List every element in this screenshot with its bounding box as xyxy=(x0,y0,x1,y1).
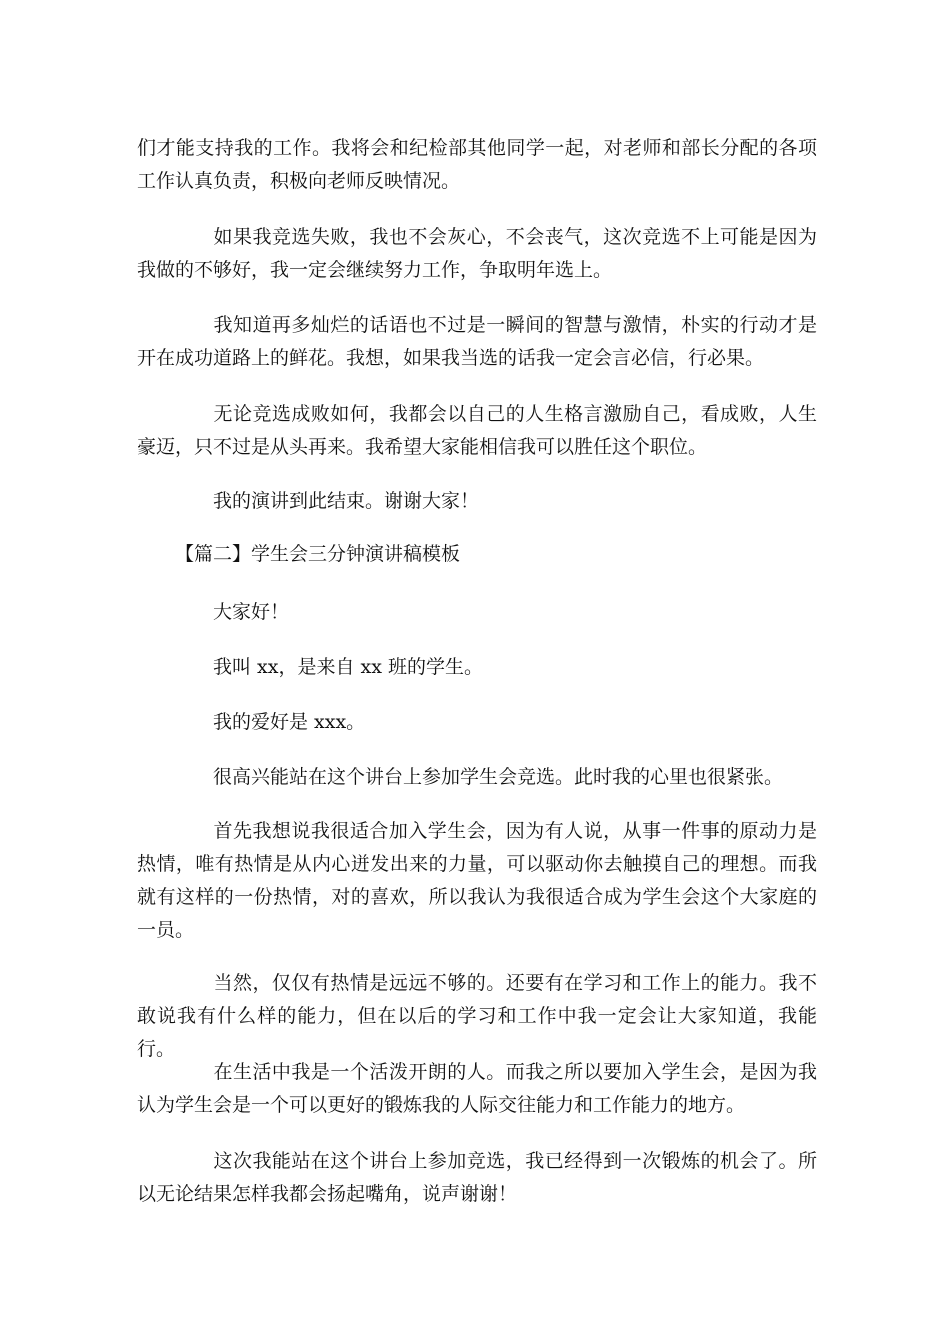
section-paragraph-8 xyxy=(137,1145,817,1211)
paragraph-text: 很高兴能站在这个讲台上参加学生会竞选。此时我的心里也很紧张。 xyxy=(213,766,784,788)
section-paragraph-3 xyxy=(137,706,817,739)
paragraph-text: 我知道再多灿烂的话语也不过是一瞬间的智慧与激情，朴实的行动才是开在成功道路上的鲜花。我想，如果我当选的话我一定会言必信，行必果。 xyxy=(137,314,817,369)
paragraph-text: 这次我能站在这个讲台上参加竞选，我已经得到一次锻炼的机会了。所以无论结果怎样我都会扬起嘴角，说声谢谢！ xyxy=(137,1150,817,1205)
paragraph-text: 们才能支持我的工作。我将会和纪检部其他同学一起，对老师和部长分配的各项工作认真负责，积极向老师反映情况。 xyxy=(137,137,817,192)
paragraph-text: 如果我竞选失败，我也不会灰心，不会丧气，这次竞选不上可能是因为我做的不够好，我一定会继续努力工作，争取明年选上。 xyxy=(137,226,817,281)
paragraph-3 xyxy=(137,309,817,375)
section-paragraph-6 xyxy=(137,967,817,1066)
section-paragraph-4 xyxy=(137,761,817,794)
paragraph-text: 当然，仅仅有热情是远远不够的。还要有在学习和工作上的能力。我不敢说我有什么样的能力，但在以后的学习和工作中我一定会让大家知道，我能行。 xyxy=(137,972,817,1060)
paragraph-text: 无论竞选成败如何，我都会以自己的人生格言激励自己，看成败，人生豪迈，只不过是从头再来。我希望大家能相信我可以胜任这个职位。 xyxy=(137,403,817,458)
paragraph-text: 大家好！ xyxy=(213,601,290,623)
paragraph-text: 首先我想说我很适合加入学生会，因为有人说，从事一件事的原动力是热情，唯有热情是从内心迸发出来的力量，可以驱动你去触摸自己的理想。而我就有这样的一份热情，对的喜欢，所以我认为我很适合成为学生会这个大家庭的一员。 xyxy=(137,820,817,941)
section-paragraph-1 xyxy=(137,596,817,629)
paragraph-text: 我的演讲到此结束。谢谢大家！ xyxy=(213,490,480,512)
section-heading: 【篇二】学生会三分钟演讲稿模板 xyxy=(175,543,461,565)
paragraph-2 xyxy=(137,221,817,287)
section-paragraph-5 xyxy=(137,815,817,947)
paragraph-4 xyxy=(137,398,817,464)
paragraph-text: 在生活中我是一个活泼开朗的人。而我之所以要加入学生会，是因为我认为学生会是一个可以更好的锻炼我的人际交往能力和工作能力的地方。 xyxy=(137,1061,817,1116)
section-paragraph-2 xyxy=(137,651,817,684)
paragraph-5 xyxy=(137,485,817,518)
paragraph-1 xyxy=(137,132,817,198)
paragraph-text: 我叫 xx，是来自 xx 班的学生。 xyxy=(213,656,483,678)
section-paragraph-7 xyxy=(137,1056,817,1122)
paragraph-text: 我的爱好是 xxx。 xyxy=(213,711,366,733)
